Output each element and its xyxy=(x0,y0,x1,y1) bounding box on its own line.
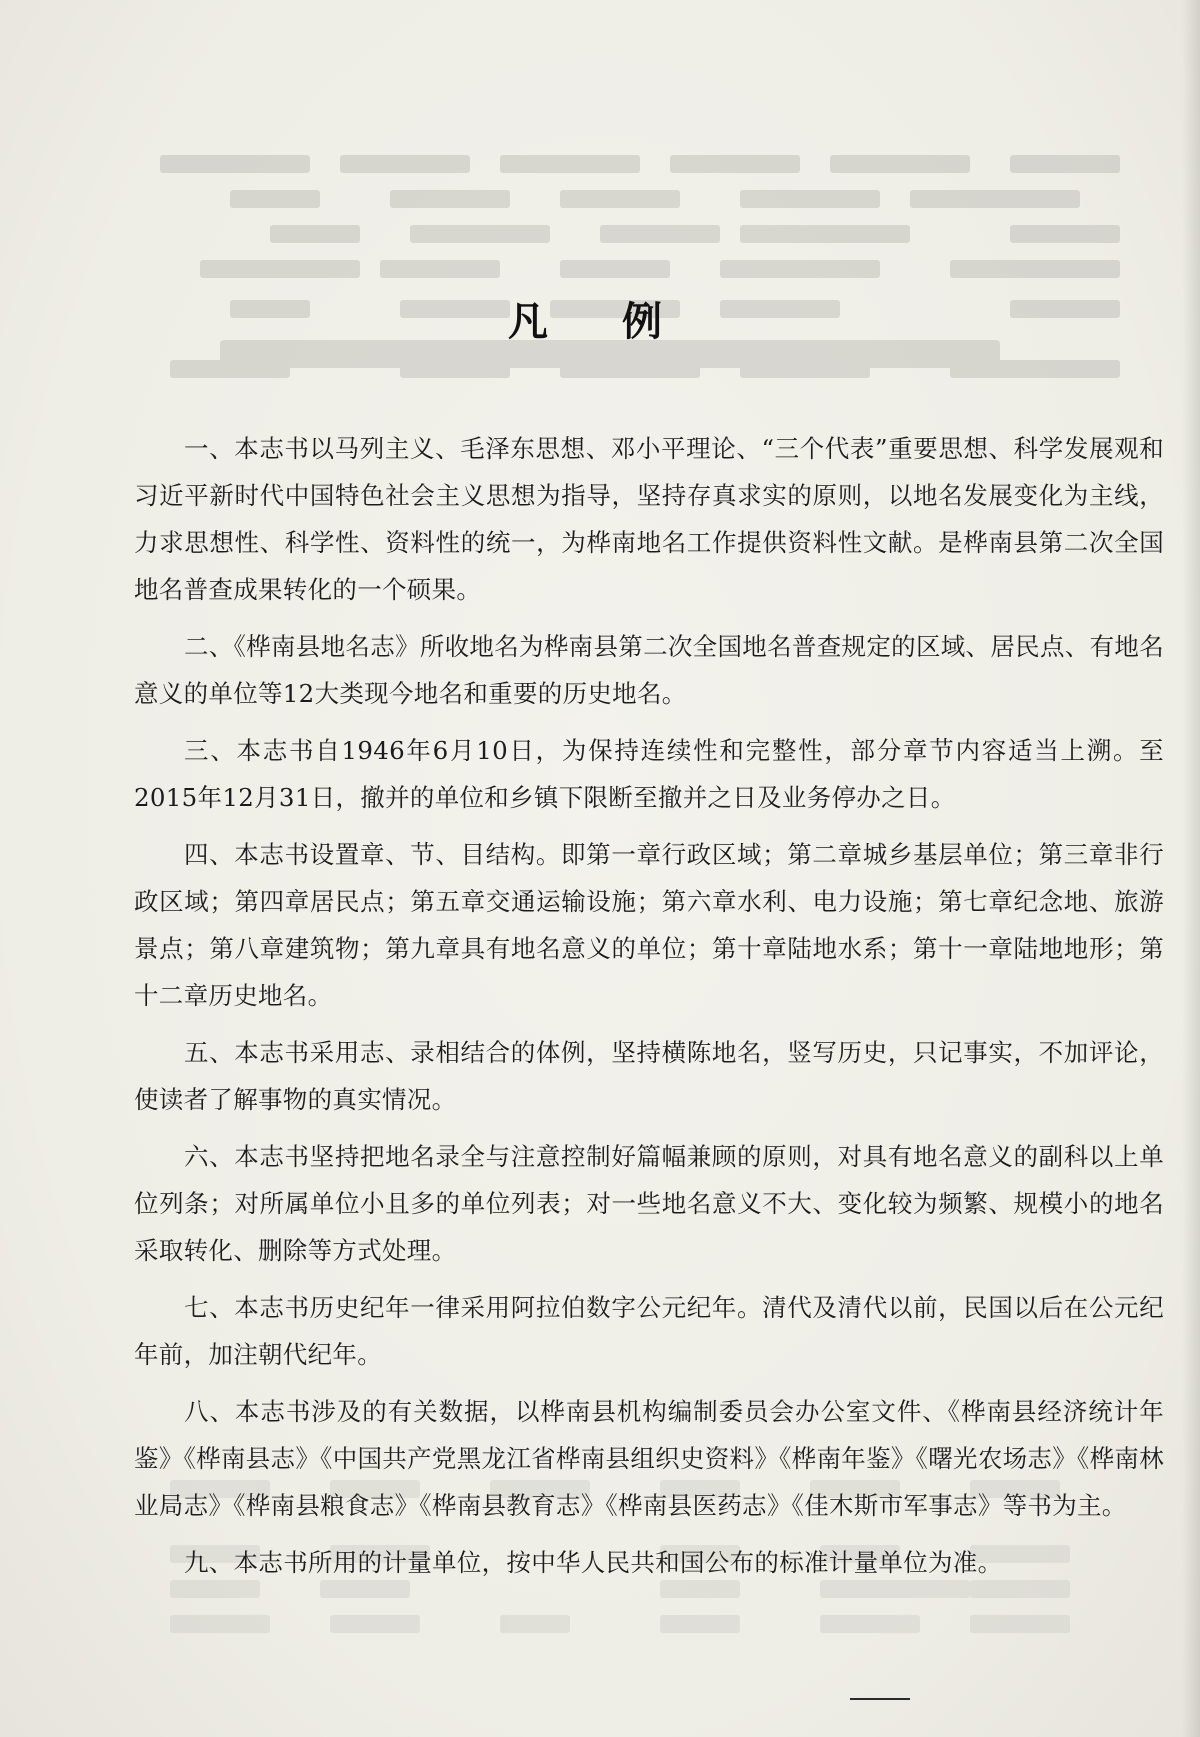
note-paragraph-4: 四、本志书设置章、节、目结构。即第一章行政区域；第二章城乡基层单位；第三章非行政区域；第四章居民点；第五章交通运输设施；第六章水利、电力设施；第七章纪念地、旅游景点；第八章建筑物；第九章具有地名意义的单位；第十章陆地水系；第十一章陆地地形；第十二章历史地名。 xyxy=(134,840,1164,1010)
page-edge-shadow xyxy=(1182,0,1200,1737)
note-paragraph-2: 二、《桦南县地名志》所收地名为桦南县第二次全国地名普查规定的区域、居民点、有地名意义的单位等12大类现今地名和重要的历史地名。 xyxy=(134,632,1164,708)
note-paragraph-1: 一、本志书以马列主义、毛泽东思想、邓小平理论、“三个代表”重要思想、科学发展观和习近平新时代中国特色社会主义思想为指导，坚持存真求实的原则，以地名发展变化为主线，力求思想性、科学性、资料性的统一，为桦南地名工作提供资料性文献。是桦南县第二次全国地名普查成果转化的一个硕果。 xyxy=(134,434,1164,604)
note-paragraph-3: 三、本志书自1946年6月10日，为保持连续性和完整性，部分章节内容适当上溯。至2015年12月31日，撤并的单位和乡镇下限断至撤并之日及业务停办之日。 xyxy=(134,736,1164,812)
page-title: 凡 例 xyxy=(508,299,692,345)
note-paragraph-5: 五、本志书采用志、录相结合的体例，坚持横陈地名，竖写历史，只记事实，不加评论，使读者了解事物的真实情况。 xyxy=(134,1038,1164,1114)
notes-body xyxy=(134,425,1164,1596)
footer-rule xyxy=(850,1698,910,1700)
note-paragraph-8: 八、本志书涉及的有关数据，以桦南县机构编制委员会办公室文件、《桦南县经济统计年鉴》《桦南县志》《中国共产党黑龙江省桦南县组织史资料》《桦南年鉴》《曙光农场志》《桦南林业局志》《桦南县粮食志》《桦南县教育志》《桦南县医药志》《佳木斯市军事志》等书为主。 xyxy=(134,1397,1164,1520)
note-paragraph-6: 六、本志书坚持把地名录全与注意控制好篇幅兼顾的原则，对具有地名意义的副科以上单位列条；对所属单位小且多的单位列表；对一些地名意义不大、变化较为频繁、规模小的地名采取转化、删除等方式处理。 xyxy=(134,1142,1164,1265)
note-paragraph-7: 七、本志书历史纪年一律采用阿拉伯数字公元纪年。清代及清代以前，民国以后在公元纪年前，加注朝代纪年。 xyxy=(134,1293,1164,1369)
note-paragraph-9: 九、本志书所用的计量单位，按中华人民共和国公布的标准计量单位为准。 xyxy=(184,1548,1003,1577)
